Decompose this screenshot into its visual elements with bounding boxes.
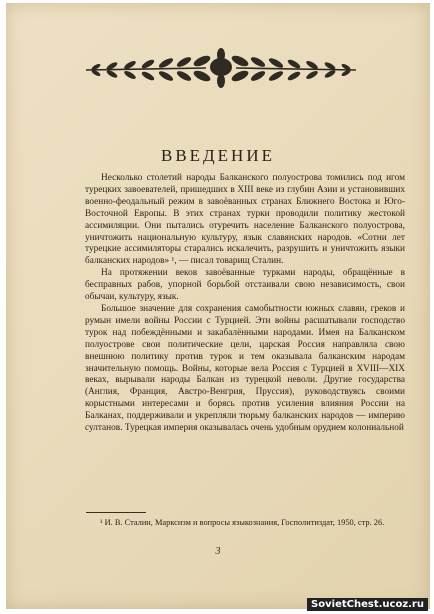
footnote-divider bbox=[86, 512, 146, 513]
body-text bbox=[85, 173, 405, 435]
paragraph: На протяжении веков завоёванные турками народы, обращённые в бесправных рабов, упорной борьбой отстаивали свою независимость, свои обычаи, культуру, язык. bbox=[85, 268, 405, 303]
page-number: 3 bbox=[215, 546, 221, 557]
footnote: ¹ И. В. Сталин, Марксизм и вопросы языкознания, Госполитиздат, 1950, стр. 26. bbox=[100, 518, 385, 527]
chapter-heading: ВВЕДЕНИЕ bbox=[161, 146, 275, 165]
site-watermark: SovietChest.ucoz.ru bbox=[307, 598, 428, 611]
book-page bbox=[6, 3, 430, 609]
paragraph: Большое значение для сохранения самобытности южных славян, греков и румын имели войны России с Турцией. Эти войны расшатывали господство турок над побеждёнными и закабалёнными народами. Имея на Балканском полуострове свои политические цели, царская Россия направляла свою внешнюю политику против турок и тем оказывала балканским народам значительную помощь. Войны, которые вела Россия с Турцией в XVIII—XIX веках, вырывали народы Балкан из турецкой неволи. Другие государства (Англия, Франция, Австро-Венгрия, Пруссия), руководствуясь своими корыстными интересами и борясь против усиления влияния России на Балканах, поддерживали и укрепляли тюрьму балканских народов — империю султанов. Турецкая империя оказывалась очень удобным орудием колониальной bbox=[85, 303, 405, 434]
paragraph: Несколько столетий народы Балканского полуострова томились под игом турецких завоевателей, пришедших в XIII веке из глубин Азии и установивших военно-феодальный режим в завоёванных странах Ближнего Востока и Юго-Восточной Европы. В этих странах турки проводили политику жестокой ассимиляции. Они пытались отуречить население Балканского полуострова, уничтожить национальную культуру, язык славянских народов. «Сотни лет турецкие ассимиляторы старались искалечить, разрушить и уничтожить языки балканских народов» ¹, — писал товарищ Сталин. bbox=[85, 173, 405, 267]
laurel-ornament-icon bbox=[76, 43, 366, 93]
